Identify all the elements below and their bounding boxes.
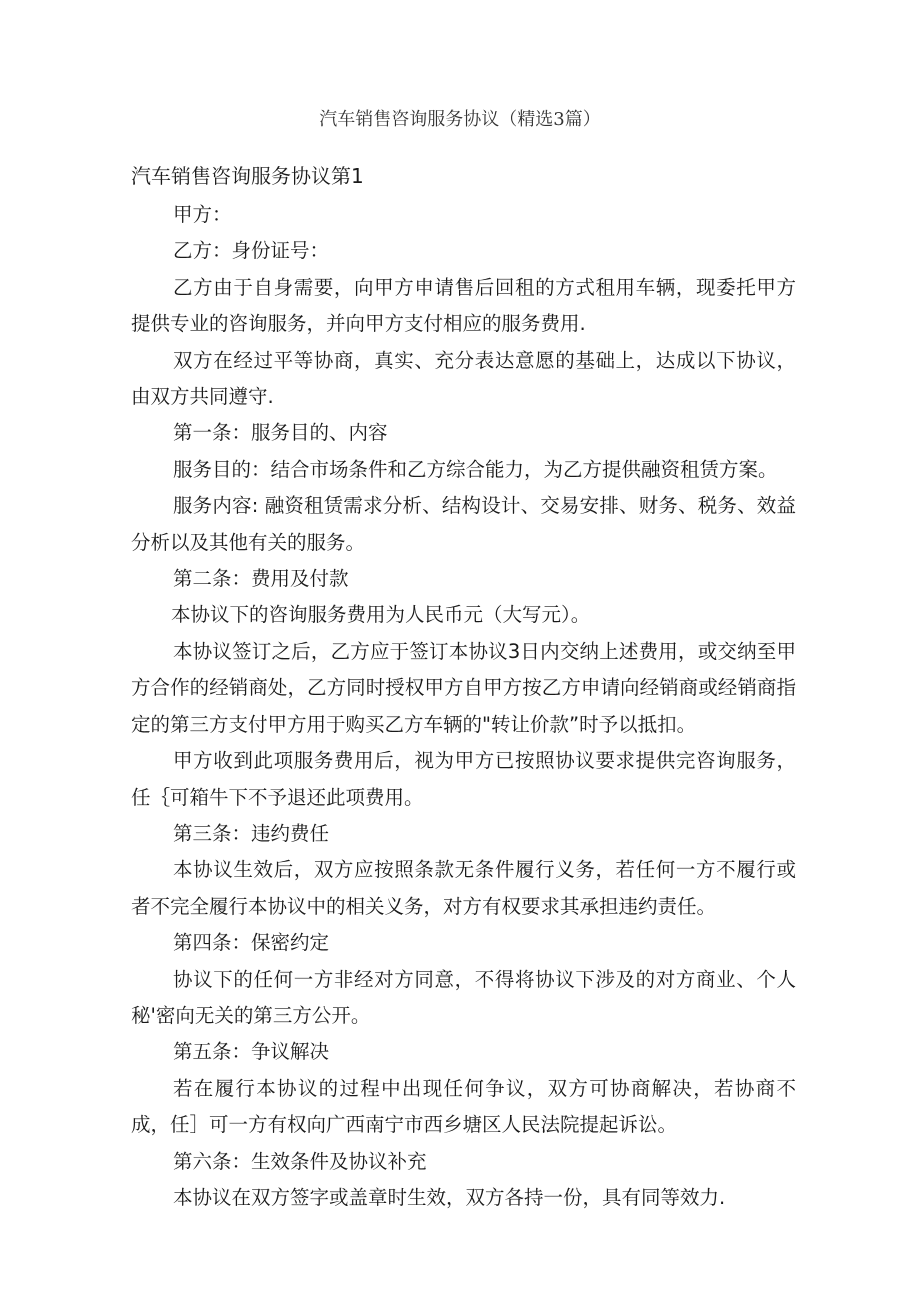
dispute-paragraph: 若在履行本协议的过程中出现任何争议，双方可协商解决，若协商不成，任］可一方有权向广西南宁市西乡塘区人民法院提起诉讼。 — [131, 1076, 796, 1137]
document-title: 汽车销售咨询服务协议（精选3篇） — [319, 109, 601, 130]
agreement-paragraph: 双方在经过平等协商，真实、充分表达意愿的基础上，达成以下协议，由双方共同遵守. — [131, 348, 796, 409]
liability-paragraph: 本协议生效后，双方应按照条款无条件履行义务，若任何一方不履行或者不完全履行本协议中的相关义务，对方有权要求其承担违约责任。 — [131, 858, 796, 918]
article-1-heading: 第一条：服务目的、内容 — [173, 421, 388, 445]
service-purpose-paragraph: 服务目的：结合市场条件和乙方综合能力，为乙方提供融资租赁方案。 — [173, 457, 778, 481]
service-content-paragraph: 服务内容: 融资租赁需求分析、结构设计、交易安排、财务、税务、效益分析以及其他有关的服务。 — [131, 494, 796, 554]
party-a-line: 甲方： — [173, 203, 232, 226]
confidentiality-paragraph: 协议下的任何一方非经对方同意，不得将协议下涉及的对方商业、个人秘'密向无关的第三方公开。 — [131, 967, 796, 1027]
section-heading: 汽车销售咨询服务协议第1 — [131, 164, 364, 188]
article-4-heading: 第四条：保密约定 — [173, 931, 330, 955]
article-2-heading: 第二条：费用及付款 — [173, 567, 349, 591]
document-body — [131, 197, 796, 1216]
party-b-line: 乙方：身份证号： — [173, 239, 330, 263]
non-refund-paragraph: 甲方收到此项服务费用后，视为甲方已按照协议要求提供完咨询服务，任｛可箱牛下不予退还此项费用。 — [131, 749, 796, 809]
fee-amount-paragraph: 本协议下的咨询服务费用为人民币元（大写元）。 — [171, 603, 591, 627]
article-5-heading: 第五条：争议解决 — [173, 1040, 330, 1064]
article-6-heading: 第六条：生效条件及协议补充 — [173, 1149, 427, 1173]
purpose-paragraph: 乙方由于自身需要，向甲方申请售后回租的方式租用车辆，现委托甲方提供专业的咨询服务，并向甲方支付相应的服务费用. — [131, 275, 796, 336]
payment-paragraph: 本协议签订之后，乙方应于签订本协议3日内交纳上述费用，或交纳至甲方合作的经销商处，乙方同时授权甲方自甲方按乙方申请向经销商或经销商指定的第三方支付甲方用于购买乙方车辆的"转让价款”时予以抵扣。 — [131, 639, 796, 736]
effectiveness-paragraph: 本协议在双方签字或盖章时生效，双方各持一份，具有同等效力. — [173, 1185, 726, 1209]
article-3-heading: 第三条：违约费任 — [173, 821, 330, 845]
